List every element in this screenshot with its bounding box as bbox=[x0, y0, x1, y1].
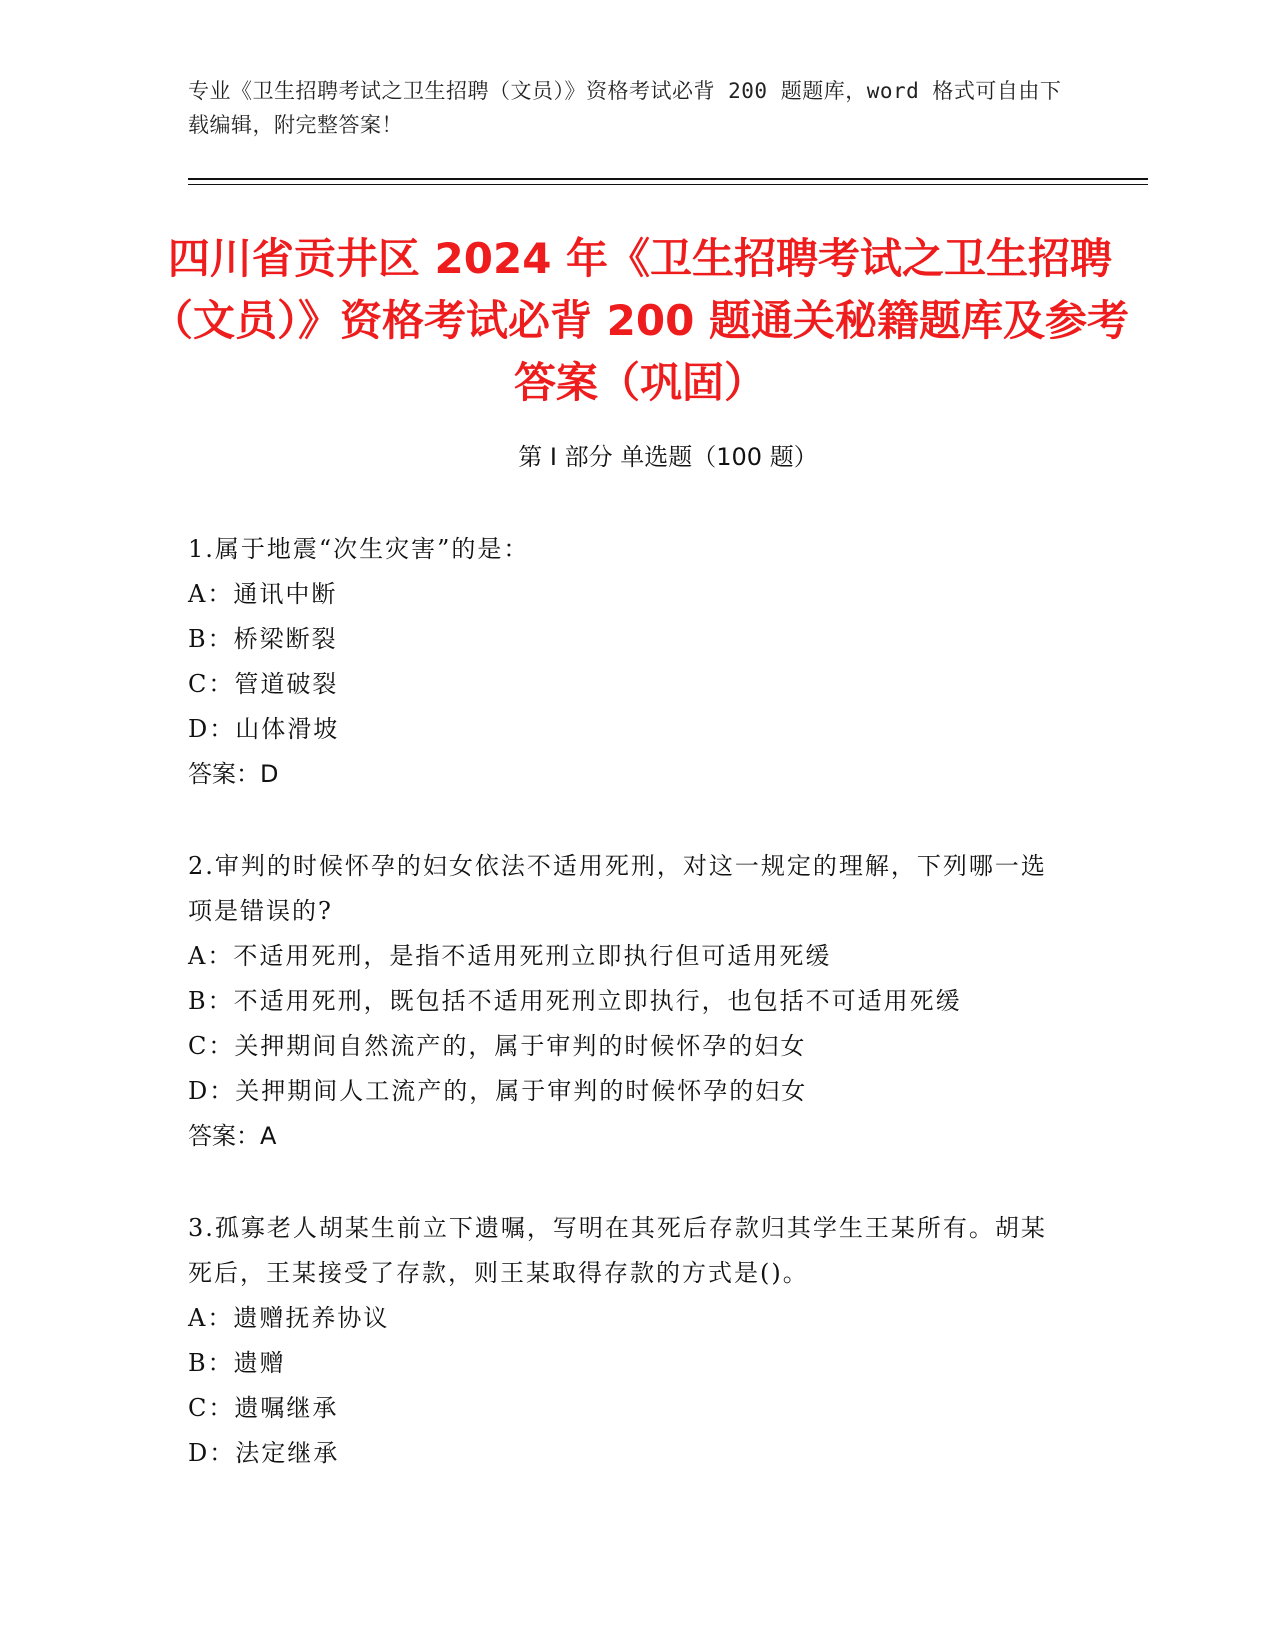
question-1 bbox=[188, 527, 1068, 797]
option-c: C：遗嘱继承 bbox=[188, 1394, 339, 1422]
option-d: D：山体滑坡 bbox=[188, 715, 340, 743]
header-divider-thin bbox=[188, 184, 1148, 185]
option-b: B：遗赠 bbox=[188, 1349, 286, 1377]
option-d: D：法定继承 bbox=[188, 1439, 340, 1467]
question-stem: 2.审判的时候怀孕的妇女依法不适用死刑，对这一规定的理解，下列哪一选项是错误的? bbox=[188, 852, 1047, 925]
option-a: A：遗赠抚养协议 bbox=[188, 1304, 390, 1332]
question-3 bbox=[188, 1206, 1068, 1476]
question-stem: 3.孤寡老人胡某生前立下遗嘱，写明在其死后存款归其学生王某所有。胡某死后，王某接受了存款，则王某取得存款的方式是()。 bbox=[188, 1214, 1047, 1287]
option-c: C：关押期间自然流产的，属于审判的时候怀孕的妇女 bbox=[188, 1032, 807, 1060]
section-heading: 第 I 部分 单选题（100 题） bbox=[518, 443, 818, 471]
option-b: B：不适用死刑，既包括不适用死刑立即执行，也包括不可适用死缓 bbox=[188, 987, 962, 1015]
option-b: B：桥梁断裂 bbox=[188, 625, 338, 653]
option-a: A：通讯中断 bbox=[188, 580, 338, 608]
header-note: 专业《卫生招聘考试之卫生招聘（文员）》资格考试必背 200 题题库，word 格式可自由下载编辑，附完整答案！ bbox=[188, 79, 1062, 137]
question-stem: 1.属于地震“次生灾害”的是： bbox=[188, 535, 530, 563]
option-d: D：关押期间人工流产的，属于审判的时候怀孕的妇女 bbox=[188, 1077, 808, 1105]
header-divider-thick bbox=[188, 178, 1148, 180]
answer: 答案：D bbox=[188, 760, 279, 788]
document-title: 四川省贡井区 2024 年《卫生招聘考试之卫生招聘（文员）》资格考试必背 200 题通关秘籍题库及参考答案（巩固） bbox=[151, 234, 1129, 407]
option-a: A：不适用死刑，是指不适用死刑立即执行但可适用死缓 bbox=[188, 942, 832, 970]
question-2 bbox=[188, 844, 1068, 1159]
option-c: C：管道破裂 bbox=[188, 670, 339, 698]
answer: 答案：A bbox=[188, 1122, 277, 1150]
